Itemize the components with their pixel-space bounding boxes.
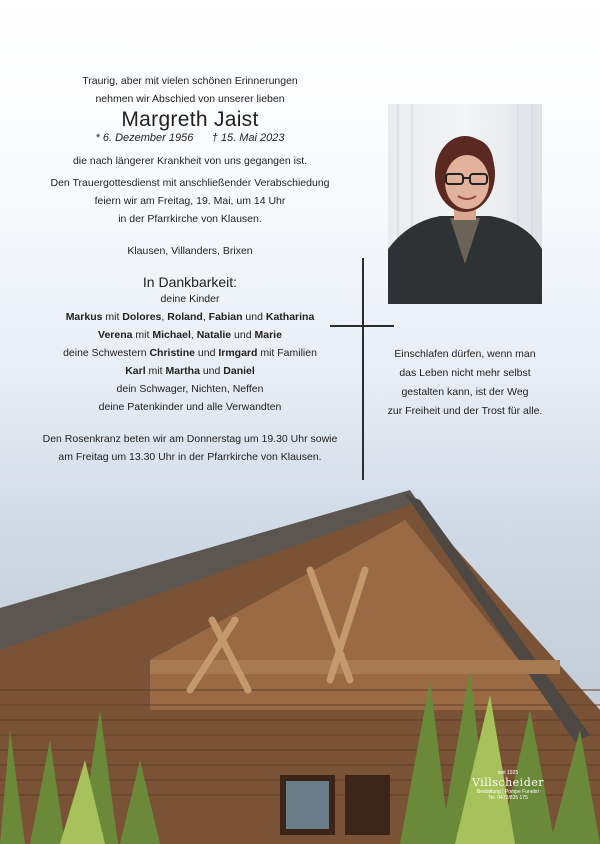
portrait-illustration <box>388 104 542 304</box>
thanks-title: In Dankbarkeit: <box>142 274 238 290</box>
service-line: in der Pfarrkirche von Klausen. <box>118 213 262 225</box>
logo-since: seit 1925 <box>497 770 519 776</box>
rosary-line: Den Rosenkranz beten wir am Donnerstag um 19.30 Uhr sowie <box>42 433 338 445</box>
birth-date: * 6. Dezember 1956 <box>95 132 194 144</box>
service-line: Den Trauergottesdienst mit anschließender Verabschiedung <box>50 177 330 189</box>
death-date: † 15. Mai 2023 <box>211 132 285 144</box>
quote-line: Einschlafen dürfen, wenn man <box>394 348 536 360</box>
intro-line: nehmen wir Abschied von unserer lieben <box>95 93 285 105</box>
rosary-line: am Freitag um 13.30 Uhr in der Pfarrkirche von Klausen. <box>58 451 322 463</box>
quote-line: zur Freiheit und der Trost für alle. <box>387 405 543 417</box>
cross-icon-bar <box>330 325 394 327</box>
quote-line: gestalten kann, ist der Weg <box>401 386 529 398</box>
life-dates <box>30 132 350 144</box>
quote-line: das Leben nicht mehr selbst <box>399 367 531 379</box>
children-label: deine Kinder <box>160 293 220 305</box>
family-row: Markus mit Dolores, Roland, Fabian und Katharina <box>65 311 315 323</box>
logo-tel: Tel. 0472/835 175 <box>488 795 528 801</box>
death-note: die nach längerer Krankheit von uns gegangen ist. <box>72 155 308 167</box>
intro-line: Traurig, aber mit vielen schönen Erinnerungen <box>82 75 298 87</box>
logo-sub: Bestattung | Pompe Funebri <box>476 789 540 795</box>
logo-brand: Villscheider <box>471 776 545 789</box>
places: Klausen, Villanders, Brixen <box>127 245 253 257</box>
obituary-text <box>30 72 350 466</box>
family-row: deine Patenkinder und alle Verwandten <box>98 401 282 413</box>
service-line: feiern wir am Freitag, 19. Mai, um 14 Uhr <box>94 195 286 207</box>
deceased-name: Margreth Jaist <box>121 108 259 131</box>
portrait-photo <box>388 104 542 304</box>
family-row: Verena mit Michael, Natalie und Marie <box>98 329 282 341</box>
family-row: deine Schwestern Christine und Irmgard mit Familien <box>63 347 317 359</box>
quote <box>360 345 570 421</box>
family-row: Karl mit Martha und Daniel <box>125 365 255 377</box>
funeral-home-logo <box>458 770 558 801</box>
family-row: dein Schwager, Nichten, Neffen <box>116 383 264 395</box>
